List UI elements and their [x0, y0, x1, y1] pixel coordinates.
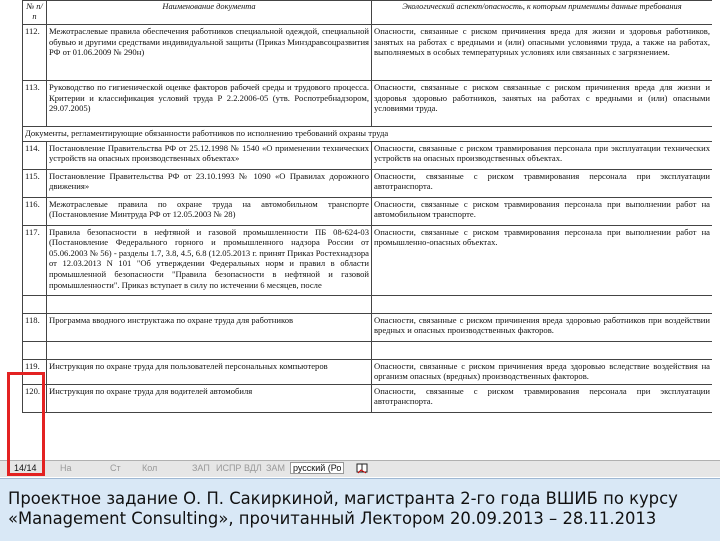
document-page — [22, 0, 712, 452]
table-header-row — [23, 1, 713, 25]
row-document: Межотраслевые правила обеспечения работников специальной одеждой, специальной обувью и другими средствами индивидуальной защиты (Приказ Минздравсоцразвития РФ от 01.06.2009 № 290н) — [47, 25, 372, 81]
caption-text: Проектное задание О. П. Сакиркиной, магистранта 2-го года ВШИБ по курсу «Management Consulting», прочитанный Лектором 20.09.2013 – 28.11.2013 — [8, 489, 678, 528]
status-item-track[interactable]: ИСПР — [216, 463, 242, 473]
table-row — [23, 141, 713, 169]
status-item-extend[interactable]: ВДЛ — [244, 463, 262, 473]
row-document: Инструкция по охране труда для водителей автомобиля — [47, 384, 372, 412]
table-row — [23, 25, 713, 81]
table-row — [23, 169, 713, 197]
row-document: Программа вводного инструктажа по охране труда для работников — [47, 313, 372, 341]
row-number: 116. — [23, 197, 47, 225]
row-requirement: Опасности, связанные с риском причинения вреда для жизни и здоровья работников, занятых на работах с вредными и (или) опасными условиями труда, а также на работах, выполняемых в особых температурных условиях или связанных с загрязнением. — [372, 25, 713, 81]
row-document: Руководство по гигиенической оценке факторов рабочей среды и трудового процесса. Критерии и классификация условий труда Р 2.2.2006-05 (утв. Роспотребнадзором, 29.07.2005) — [47, 81, 372, 127]
status-bar — [0, 460, 720, 477]
row-document: Постановление Правительства РФ от 23.10.1993 № 1090 «О Правилах дорожного движения» — [47, 169, 372, 197]
section-row — [23, 127, 713, 142]
row-document: Инструкция по охране труда для пользователей персональных компьютеров — [47, 359, 372, 384]
row-spacer — [23, 341, 713, 359]
row-requirement: Опасности, связанные с риском причинения вреда здоровью работников при воздействии вредных и опасных производственных факторов. — [372, 313, 713, 341]
row-requirement: Опасности, связанные с риском травмирования персонала при эксплуатации автотранспорта. — [372, 169, 713, 197]
requirements-table — [22, 0, 712, 413]
row-number: 115. — [23, 169, 47, 197]
row-spacer — [23, 295, 713, 313]
row-requirement: Опасности, связанные с риском травмирования персонала при эксплуатации технических устройств на опасных производственных объектах. — [372, 141, 713, 169]
header-num: № п/п — [23, 1, 47, 25]
row-document: Правила безопасности в нефтяной и газовой промышленности ПБ 08-624-03 (Постановление Федерального горного и промышленного надзора России от 05.06.2003 № 56) - разделы 1.7, 3.8, 4.5, 6.8 (12.05.2013 г. принят Приказ Ростехнадзора от 12.03.2013 N 101 "Об утверждении Федеральных норм и правил в области промышленной безопасности "Правила безопасности в нефтяной и газовой промышленности". Приказ вступает в силу по истечении 6 месяцев, после — [47, 225, 372, 295]
section-heading: Документы, регламентирующие обязанности работников по исполнению требований охраны труда — [23, 127, 713, 142]
row-number: 117. — [23, 225, 47, 295]
page-indicator[interactable]: 14/14 — [14, 463, 37, 473]
row-number: 114. — [23, 141, 47, 169]
highlight-box — [7, 372, 45, 476]
table-row — [23, 81, 713, 127]
row-requirement: Опасности, связанные с риском причинения вреда здоровью вследствие воздействия на организм опасных (вредных) производственных факторов. — [372, 359, 713, 384]
slide-caption — [0, 478, 720, 541]
row-requirement: Опасности, связанные с риском травмирования персонала при эксплуатации автотранспорта. — [372, 384, 713, 412]
status-item-line: На — [60, 463, 72, 473]
row-document: Межотраслевые правила по охране труда на автомобильном транспорте (Постановление Минтруда РФ от 12.05.2003 № 28) — [47, 197, 372, 225]
status-item-row: Ст — [110, 463, 121, 473]
table-row — [23, 359, 713, 384]
header-requirements: Экологический аспект/опасность, к которым применимы данные требования — [372, 1, 713, 25]
row-number: 112. — [23, 25, 47, 81]
row-number: 119. — [23, 359, 47, 384]
row-requirement: Опасности, связанные с риском связанные с риском причинения вреда для жизни и здоровья здоровью работников, занятых на работах с вредными и (или) опасными условиями труда. — [372, 81, 713, 127]
language-indicator[interactable]: русский (Ро — [290, 462, 344, 474]
row-requirement: Опасности, связанные с риском травмирования персонала при выполнении работ на автомобильном транспорте. — [372, 197, 713, 225]
row-requirement: Опасности, связанные с риском травмирования персонала при выполнении работ на промышленно-опасных объектах. — [372, 225, 713, 295]
table-row — [23, 313, 713, 341]
book-check-icon[interactable] — [356, 463, 368, 476]
status-item-column: Кол — [142, 463, 158, 473]
row-number: 120. — [23, 384, 47, 412]
table-row — [23, 197, 713, 225]
table-row — [23, 384, 713, 412]
table-row — [23, 225, 713, 295]
header-doc-name: Наименование документа — [47, 1, 372, 25]
row-number: 118. — [23, 313, 47, 341]
row-document: Постановление Правительства РФ от 25.12.1998 № 1540 «О применении технических устройств на опасных производственных объектах» — [47, 141, 372, 169]
row-number: 113. — [23, 81, 47, 127]
status-item-rec[interactable]: ЗАП — [192, 463, 210, 473]
status-item-overwrite[interactable]: ЗАМ — [266, 463, 285, 473]
